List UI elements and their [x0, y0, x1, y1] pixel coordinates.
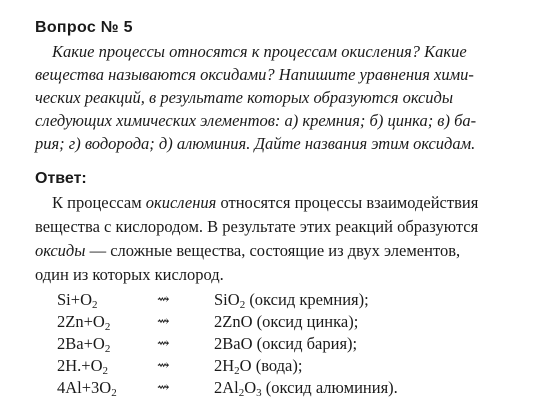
equation-products: $2Al_2O_3$ (оксид алюминия). — [214, 378, 398, 399]
answer-line — [35, 191, 525, 215]
question-line: вещества называются оксидами? Напишите уравнения хими- — [35, 65, 474, 84]
equation-reactants: $2Zn+O_2$ — [57, 312, 111, 333]
answer-line: вещества с кислородом. В результате этих реакций образуются — [35, 217, 479, 236]
equation-reactants: $2Ba+O_2$ — [57, 334, 111, 355]
reaction-arrow-icon: ⇝ — [157, 336, 170, 352]
equation-products: $2H_2O$ (вода); — [214, 356, 303, 377]
question-line: Какие процессы относятся к процессам окисления? Какие — [52, 42, 467, 61]
answer-line — [35, 239, 525, 263]
equation-products: 2BaO (оксид бария); — [214, 334, 358, 353]
answer-term-oxidation: окисления — [145, 193, 217, 212]
answer-text-run: относятся процессы взаимодействия — [216, 193, 479, 212]
equation-products: SiO$_2$ (оксид кремния); — [214, 290, 369, 311]
answer-term-oxides: оксиды — [35, 241, 86, 260]
answer-text — [35, 191, 525, 287]
question-line: ческих реакций, в результате которых образуются оксиды — [35, 88, 454, 107]
question-title: Вопрос № 5 — [35, 19, 133, 36]
question-line: следующих химических элементов: а) кремния; б) цинка; в) ба- — [35, 111, 477, 130]
equation-reactants: $4Al+3O_2$ — [57, 378, 117, 399]
reaction-arrow-icon: ⇝ — [157, 314, 170, 330]
reaction-arrow-icon: ⇝ — [157, 380, 170, 396]
answer-text-run: — сложные вещества, состоящие из двух элементов, — [85, 241, 461, 260]
answer-line: один из которых кислород. — [35, 265, 224, 284]
answer-title: Ответ: — [35, 170, 87, 187]
reaction-arrow-icon: ⇝ — [157, 292, 170, 308]
question-line: рия; г) водорода; д) алюминия. Дайте названия этим оксидам. — [35, 134, 476, 153]
reaction-arrow-icon: ⇝ — [157, 358, 170, 374]
equation-reactants: $Si+O_2$ — [57, 290, 98, 311]
equation-reactants: $2H.+O_2$ — [57, 356, 109, 377]
question-text — [35, 40, 525, 155]
answer-text-run: К процессам — [52, 193, 146, 212]
equation-products: 2ZnO (оксид цинка); — [214, 312, 359, 331]
